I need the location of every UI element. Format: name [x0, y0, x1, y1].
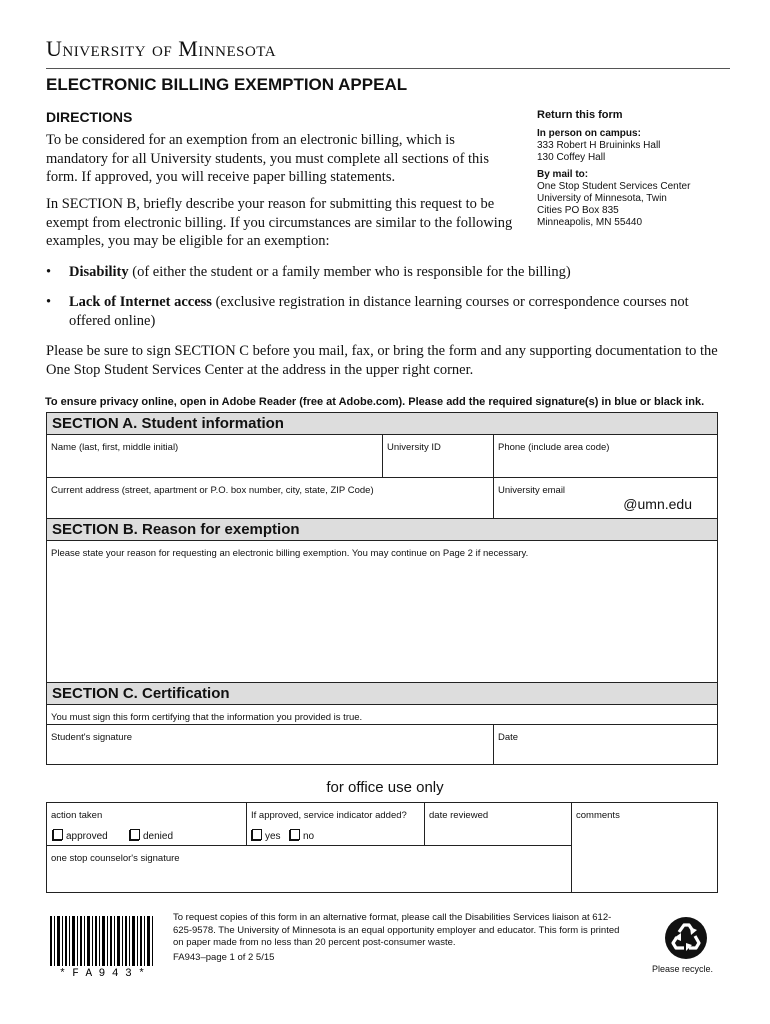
- yes-label: yes: [265, 831, 281, 842]
- comments-field[interactable]: [571, 802, 718, 893]
- barcode-image: [48, 914, 156, 978]
- student-signature-field[interactable]: [46, 724, 494, 765]
- return-heading: Return this form: [537, 109, 623, 121]
- yes-checkbox[interactable]: [252, 829, 262, 840]
- date-field[interactable]: [493, 724, 718, 765]
- office-use-title: for office use only: [326, 779, 444, 796]
- in-person-line: 333 Robert H Bruininks Hall: [537, 140, 661, 151]
- reason-instruction: Please state your reason for requesting an electronic billing exemption. You may continue on Page 2 if necessary.: [51, 548, 529, 559]
- approved-checkbox[interactable]: [53, 829, 63, 840]
- bullet-text: (of either the student or a family member who is responsible for the billing): [128, 264, 571, 280]
- university-id-field[interactable]: [382, 434, 494, 478]
- name-label: Name (last, first, middle initial): [51, 442, 179, 453]
- in-person-label: In person on campus:: [537, 128, 641, 139]
- phone-field[interactable]: [493, 434, 718, 478]
- directions-paragraph-1: To be considered for an exemption from an electronic billing, which is mandatory for all University students, you must complete all sections of this form. If approved, you will receive paper billing statements.: [46, 132, 489, 185]
- header-rule: [46, 68, 730, 69]
- phone-label: Phone (include area code): [498, 442, 610, 453]
- mail-line: University of Minnesota, Twin: [537, 193, 667, 204]
- privacy-note: To ensure privacy online, open in Adobe Reader (free at Adobe.com). Please add the required signature(s) in blue or black ink.: [45, 396, 705, 408]
- service-indicator-label: If approved, service indicator added?: [251, 810, 407, 821]
- bullet-internet: • Lack of Internet access (exclusive registration in distance learning courses or correspondence courses not offered online): [46, 294, 689, 329]
- email-label: University email: [498, 485, 566, 496]
- footer-notice: [173, 912, 625, 964]
- action-taken-label: action taken: [51, 810, 103, 821]
- bullet-bold: Lack of Internet access: [69, 294, 212, 310]
- denied-option[interactable]: [130, 829, 173, 842]
- no-checkbox[interactable]: [290, 829, 300, 840]
- bullet-disability: • Disability (of either the student or a family member who is responsible for the billing): [46, 264, 571, 280]
- no-option[interactable]: [290, 829, 314, 842]
- reason-field[interactable]: [46, 540, 718, 683]
- denied-checkbox[interactable]: [130, 829, 140, 840]
- page-info: FA943–page 1 of 2 5/15: [173, 951, 275, 963]
- date-label: Date: [498, 732, 519, 743]
- form-title: ELECTRONIC BILLING EXEMPTION APPEAL: [46, 75, 408, 94]
- section-b-heading: SECTION B. Reason for exemption: [46, 518, 718, 541]
- mail-line: One Stop Student Services Center: [537, 181, 691, 192]
- yes-option[interactable]: [252, 829, 281, 842]
- denied-label: denied: [143, 831, 174, 842]
- date-reviewed-label: date reviewed: [429, 810, 489, 821]
- directions-paragraph-3: Please be sure to sign SECTION C before you mail, fax, or bring the form and any supporting documentation to the One Stop Student Services Center at the address in the upper right corner.: [46, 343, 718, 378]
- approved-option[interactable]: [53, 829, 108, 842]
- address-field[interactable]: [46, 477, 494, 519]
- address-label: Current address (street, apartment or P.O. box number, city, state, ZIP Code): [51, 485, 374, 496]
- section-c-heading: SECTION C. Certification: [46, 682, 718, 705]
- service-indicator-field: [246, 802, 425, 846]
- bullet-bold: Disability: [69, 264, 129, 280]
- accessibility-notice: To request copies of this form in an alternative format, please call the Disabilities Services liaison at 612-625-9578. The University of Minnesota is an equal opportunity employer and educator. This form is printed on paper made from no less than 20 percent post-consumer waste.: [173, 912, 620, 948]
- date-reviewed-field[interactable]: [424, 802, 572, 846]
- signature-label: Student's signature: [51, 732, 133, 743]
- email-suffix: @umn.edu: [623, 496, 692, 512]
- university-id-label: University ID: [387, 442, 441, 453]
- recycle-label: Please recycle.: [652, 964, 714, 974]
- barcode-text: * F A 9 4 3 *: [59, 968, 145, 978]
- mail-line: Cities PO Box 835: [537, 205, 619, 216]
- return-address-block: [537, 109, 727, 229]
- no-label: no: [303, 831, 315, 842]
- certification-instruction: You must sign this form certifying that the information you provided is true.: [51, 712, 363, 723]
- mail-label: By mail to:: [537, 169, 589, 180]
- counselor-signature-label: one stop counselor's signature: [51, 853, 180, 864]
- certification-note: [46, 704, 718, 725]
- action-taken-field: [46, 802, 247, 846]
- email-field[interactable]: [493, 477, 718, 519]
- recycle-icon: [664, 916, 708, 960]
- approved-label: approved: [66, 831, 108, 842]
- in-person-line: 130 Coffey Hall: [537, 152, 606, 163]
- name-field[interactable]: [46, 434, 383, 478]
- bullet-text: (exclusive registration in distance learning courses or correspondence courses not offered online): [69, 294, 689, 329]
- directions-paragraph-2: In SECTION B, briefly describe your reason for submitting this request to be exempt from electronic billing. If you circumstances are similar to the following examples, you may be eligible for an exemption:: [46, 196, 513, 249]
- section-a-heading: SECTION A. Student information: [46, 412, 718, 435]
- counselor-signature-field[interactable]: [46, 845, 572, 893]
- university-name: University of Minnesota: [46, 36, 277, 61]
- mail-line: Minneapolis, MN 55440: [537, 217, 643, 228]
- comments-label: comments: [576, 810, 620, 821]
- directions-heading: DIRECTIONS: [46, 109, 133, 125]
